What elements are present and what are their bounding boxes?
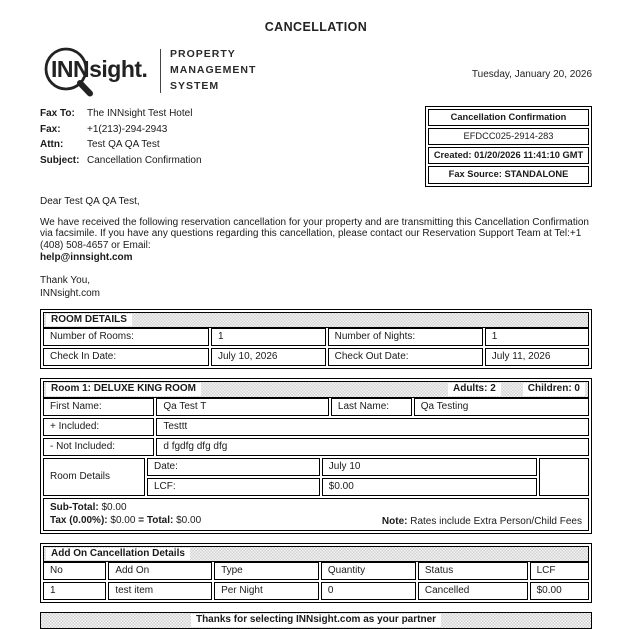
addon-header-bar — [43, 546, 589, 563]
not-included-value: d fgdfg dfg dfg — [156, 438, 589, 456]
totals-amounts — [50, 501, 201, 528]
check-in-value: July 10, 2026 — [211, 348, 326, 366]
room1-title: Room 1: DELUXE KING ROOM — [46, 383, 201, 396]
fax-to-label: Fax To: — [40, 108, 75, 119]
check-out-value: July 11, 2026 — [485, 348, 589, 366]
addon-type: Per Night — [214, 582, 319, 600]
tagline-line-2: MANAGEMENT — [170, 64, 257, 77]
logo-brand-text: INNsight. — [51, 56, 148, 82]
room1-table — [40, 378, 592, 534]
col-quantity: Quantity — [321, 562, 416, 580]
addon-name: test item — [108, 582, 212, 600]
check-in-label: Check In Date: — [43, 348, 209, 366]
rate-lcf-value: $0.00 — [322, 478, 537, 496]
rate-lcf-row — [147, 478, 537, 496]
room1-adults: Adults: 2 — [448, 383, 501, 396]
footer-text: Thanks for selecting INNsight.com as your partner — [191, 614, 441, 627]
not-included-row — [43, 438, 589, 456]
note-text: Rates include Extra Person/Child Fees — [410, 515, 582, 527]
subtotal-line — [50, 501, 201, 515]
room1-header-bar — [43, 381, 589, 398]
room-rate-block — [43, 458, 589, 496]
number-of-rooms-value: 1 — [211, 328, 326, 346]
number-of-nights-label: Number of Nights: — [328, 328, 483, 346]
confirmation-box — [425, 106, 592, 187]
note-label: Note: — [381, 515, 408, 527]
tax-total-line — [50, 514, 201, 528]
tax-value: $0.00 — [110, 515, 136, 527]
document-date: Tuesday, January 20, 2026 — [471, 68, 592, 80]
tagline-line-3: SYSTEM — [170, 79, 220, 92]
page-title: CANCELLATION — [264, 20, 368, 34]
logo-divider — [160, 49, 161, 93]
subject-label: Subject: — [40, 154, 80, 166]
room-details-table — [40, 309, 592, 370]
included-row — [43, 418, 589, 436]
addon-status: Cancelled — [418, 582, 528, 600]
table-row — [43, 348, 589, 366]
addon-quantity: 0 — [321, 582, 416, 600]
rates-note — [382, 516, 582, 528]
room-details-header-bar — [43, 312, 589, 329]
attn-value: Test QA QA Test — [87, 139, 160, 150]
fax-to-value: The INNsight Test Hotel — [87, 108, 193, 119]
tagline-line-1: PROPERTY — [170, 48, 236, 61]
innsight-logo — [40, 45, 256, 97]
confirmation-box-title: Cancellation Confirmation — [428, 109, 589, 126]
included-value: Testtt — [156, 418, 589, 436]
rate-date-value: July 10 — [322, 458, 537, 476]
guest-name-row — [43, 398, 589, 416]
last-name-label: Last Name: — [331, 398, 412, 416]
footer-bar — [40, 612, 592, 629]
fax-recipient-block — [40, 106, 202, 168]
support-email: help@innsight.com — [40, 252, 133, 264]
total-label: Total: — [146, 515, 174, 527]
addon-no: 1 — [43, 582, 106, 600]
addon-header-text: Add On Cancellation Details — [46, 548, 190, 561]
room-rate-subrows — [147, 458, 537, 496]
room-details-header-text: ROOM DETAILS — [46, 314, 132, 327]
thank-you-line: Thank You, — [40, 274, 91, 286]
equals-sign: = — [138, 515, 145, 527]
first-name-label: First Name: — [43, 398, 154, 416]
first-name-value: Qa Test T — [156, 398, 329, 416]
col-addon: Add On — [108, 562, 212, 580]
total-value: $0.00 — [176, 515, 202, 527]
rate-empty-cell — [539, 458, 589, 496]
last-name-value: Qa Testing — [414, 398, 589, 416]
tax-label: Tax (0.00%): — [50, 515, 108, 527]
fax-header-section — [40, 106, 592, 187]
confirmation-created: Created: 01/20/2026 11:41:10 GMT — [428, 147, 589, 164]
logo-tagline — [170, 47, 256, 94]
number-of-rooms-label: Number of Rooms: — [43, 328, 209, 346]
addon-table — [40, 543, 592, 604]
rate-lcf-label: LCF: — [147, 478, 320, 496]
col-type: Type — [214, 562, 319, 580]
col-status: Status — [418, 562, 528, 580]
body-paragraph: We have received the following reservation cancellation for your property and are transmitting this Cancellation Confirmation via facsimile. If you have any questions regarding this cancellation, please contact our Reservation Support Team at Tel:+1 (408) 508-4657 or Email: — [40, 216, 589, 252]
col-no: No — [43, 562, 106, 580]
fax-source: Fax Source: STANDALONE — [428, 166, 589, 183]
fax-number-value: +1(213)-294-2943 — [87, 123, 168, 135]
greeting: Dear Test QA QA Test, — [40, 195, 140, 207]
addon-column-header-row — [43, 562, 589, 580]
fax-to-line — [40, 106, 202, 122]
totals-row — [43, 498, 589, 531]
included-label: + Included: — [43, 418, 154, 436]
subject-line — [40, 153, 202, 169]
signature-block — [40, 274, 592, 300]
not-included-label: - Not Included: — [43, 438, 154, 456]
attn-line — [40, 137, 202, 153]
subtotal-value: $0.00 — [101, 501, 127, 513]
document-header — [40, 45, 592, 97]
check-out-label: Check Out Date: — [328, 348, 483, 366]
magnifier-logo-icon — [40, 45, 156, 97]
number-of-nights-value: 1 — [485, 328, 589, 346]
attn-label: Attn: — [40, 139, 64, 150]
rate-date-label: Date: — [147, 458, 320, 476]
rate-date-row — [147, 458, 537, 476]
room1-children: Children: 0 — [523, 383, 585, 396]
fax-number-line — [40, 122, 202, 138]
addon-data-row — [43, 582, 589, 600]
col-lcf: LCF — [530, 562, 589, 580]
table-row — [43, 328, 589, 346]
addon-lcf: $0.00 — [530, 582, 589, 600]
subtotal-label: Sub-Total: — [50, 501, 99, 513]
subject-value: Cancellation Confirmation — [87, 154, 202, 166]
confirmation-number: EFDCC025-2914-283 — [428, 128, 589, 145]
room-rate-block-label: Room Details — [43, 458, 145, 496]
totals-cell — [43, 498, 589, 531]
fax-number-label: Fax: — [40, 123, 61, 135]
signature-line: INNsight.com — [40, 287, 101, 299]
